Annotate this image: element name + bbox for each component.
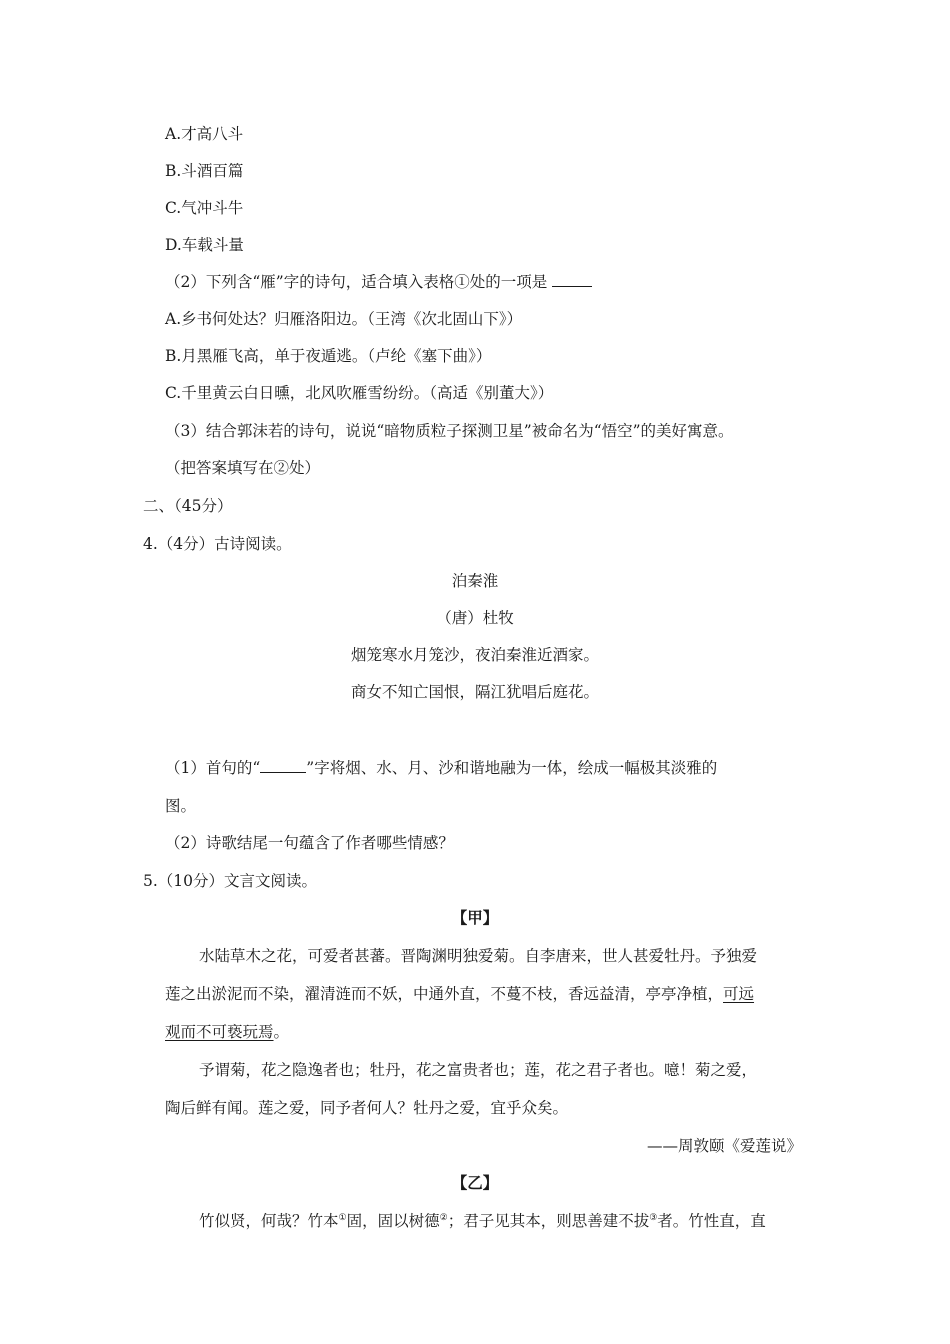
jia-p1-line2: 莲之出淤泥而不染，濯清涟而不妖，中通外直，不蔓不枝，香远益清，亭亭净植，可远 (165, 985, 755, 1003)
option-b (165, 160, 243, 182)
option-a (165, 123, 243, 145)
q4-sub1-cont: 图。 (165, 797, 197, 815)
poem-line-1: 烟笼寒水月笼沙，夜泊秦淮近酒家。 (350, 646, 599, 664)
q3-part2-option-c: C.千里黄云白日曛，北风吹雁雪纷纷。（高适《别董大》） (165, 384, 554, 402)
option-text: 斗酒百篇 (181, 162, 244, 180)
q4-sub1: （1）首句的“ ”字将烟、水、月、沙和谐地融为一体，绘成一幅极其淡雅的 (165, 759, 718, 777)
underlined-phrase: 观而不可亵玩焉 (165, 1023, 274, 1041)
q4-sub2: （2）诗歌结尾一句蕴含了作者哪些情感？ (165, 834, 454, 852)
q5-heading: 5.（10分）文言文阅读。 (143, 872, 318, 890)
jia-p2-line2: 陶后鲜有闻。莲之爱，同予者何人？牡丹之爱，宜乎众矣。 (165, 1099, 569, 1117)
option-label: D. (165, 236, 182, 254)
option-text: 才高八斗 (181, 125, 244, 143)
footnote-marker: ③ (649, 1213, 658, 1223)
option-text: 气冲斗牛 (181, 199, 244, 217)
jia-source: ——周敦颐《爱莲说》 (646, 1137, 802, 1155)
answer-blank (260, 758, 306, 773)
poem-author: （唐）杜牧 (436, 609, 514, 627)
option-label: C. (165, 199, 182, 217)
section-heading: 二、（45分） (143, 497, 233, 515)
footnote-marker: ② (439, 1213, 448, 1223)
answer-blank (552, 272, 592, 287)
underlined-phrase: 可远 (723, 985, 755, 1003)
option-c (165, 197, 243, 219)
q3-part3-line2: （把答案填写在②处） (165, 459, 321, 477)
jia-p1-line1: 水陆草木之花，可爱者甚蕃。晋陶渊明独爱菊。自李唐来，世人甚爱牡丹。予独爱 (199, 947, 758, 965)
poem-title: 泊秦淮 (451, 572, 499, 590)
poem-line-2: 商女不知亡国恨，隔江犹唱后庭花。 (350, 683, 599, 701)
q3-part3-line1: （3）结合郭沫若的诗句，说说“暗物质粒子探测卫星”被命名为“悟空”的美好寓意。 (165, 422, 734, 440)
jia-p1-line3: 观而不可亵玩焉。 (165, 1023, 290, 1041)
jia-p2-line1: 予谓菊，花之隐逸者也；牡丹，花之富贵者也；莲，花之君子者也。噫！菊之爱， (199, 1061, 758, 1079)
yi-p1-line1: 竹似贤，何哉？竹本①固，固以树德②；君子见其本，则思善建不拔③者。竹性直，直 (199, 1212, 766, 1230)
passage-jia-title: 【甲】 (451, 908, 499, 927)
q3-part2-option-a: A.乡书何处达？归雁洛阳边。（王湾《次北固山下》） (165, 310, 523, 328)
footnote-marker: ① (338, 1213, 347, 1223)
option-label: B. (165, 162, 182, 180)
q3-part2-prompt: （2）下列含“雁”字的诗句，适合填入表格①处的一项是 (165, 271, 592, 293)
option-d (165, 234, 244, 256)
q4-heading: 4.（4分）古诗阅读。 (143, 535, 292, 553)
q3-part2-option-b: B.月黑雁飞高，单于夜遁逃。（卢纶《塞下曲》） (165, 347, 492, 365)
option-text: 车载斗量 (181, 236, 244, 254)
passage-yi-title: 【乙】 (451, 1173, 499, 1192)
option-label: A. (165, 125, 182, 143)
